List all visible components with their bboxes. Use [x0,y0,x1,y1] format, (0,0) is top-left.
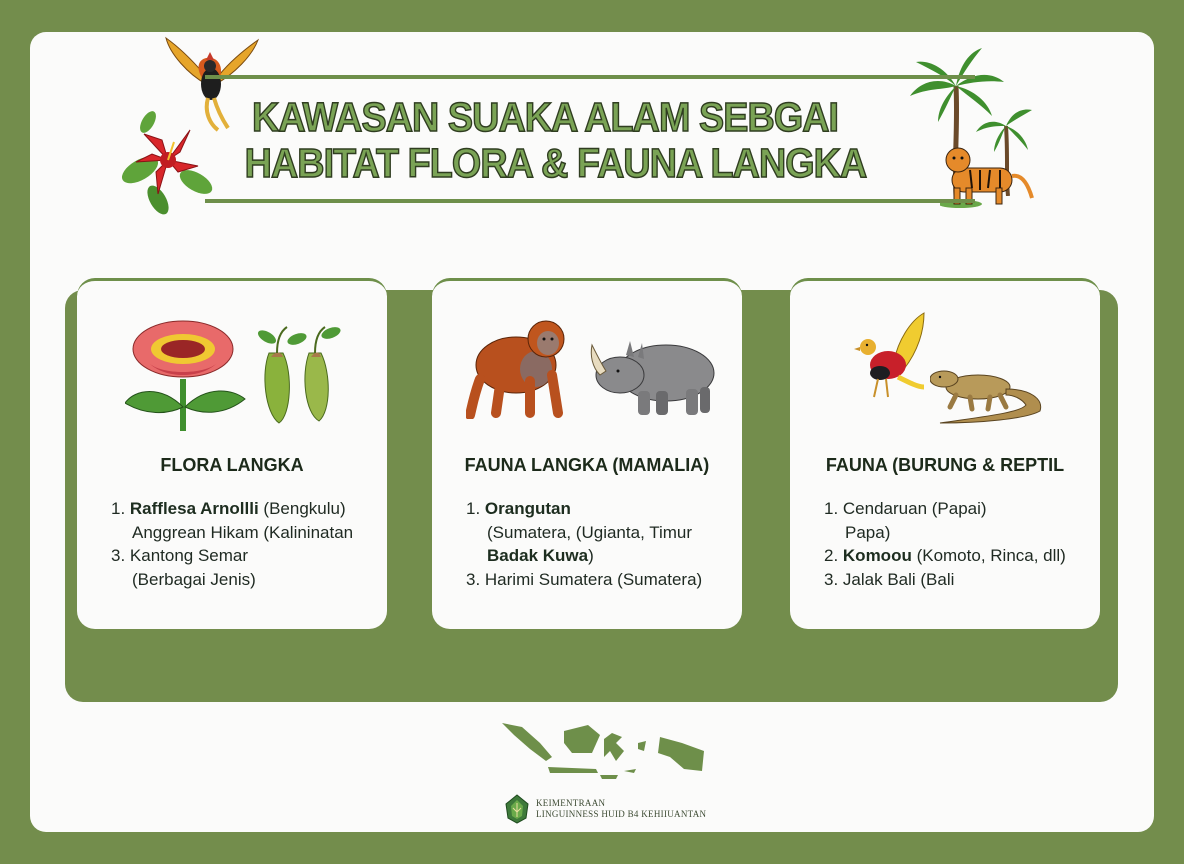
indonesia-map-icon [500,717,704,787]
list-item: Anggrean Hikam (Kalininatan [132,522,354,542]
card-flora-langka [77,278,387,629]
title-line-2: HABITAT FLORA & FAUNA LANGKA [244,140,867,186]
list-item: (Sumatera, (Ugianta, Timur [487,522,693,542]
komodo-dragon-icon [930,359,1050,427]
red-hibiscus-icon [118,110,218,215]
page-title [244,94,896,186]
poster-sheet [30,32,1154,832]
list-item: (Berbagai Jenis) [132,569,256,589]
species-list [111,497,353,591]
list-item: 2. Komoou (Komoto, Rinca, dll) [824,546,1066,565]
card-title: FAUNA (BURUNG & REPTIL [825,455,1065,475]
list-item: 1. Rafflesa Arnollli (Bengkulu) [111,499,346,518]
list-item: 3. Kantong Semar [111,546,249,565]
pitcher-plant-icon [257,323,341,427]
list-item: 3. Harimi Sumatera (Sumatera) [466,569,703,589]
rhinoceros-icon [586,331,720,419]
list-item: Papa) [845,522,891,542]
ministry-branding [504,794,706,824]
card-title: FAUNA LANGKA (MAMALIA) [464,455,710,475]
card-fauna-mamalia [432,278,742,629]
species-list [466,497,702,591]
list-item: 1. Orangutan [466,499,571,518]
cendrawasih-bird-icon [854,311,932,407]
list-item: 3. Jalak Bali (Bali [824,569,955,589]
rafflesia-icon [125,319,247,431]
ministry-name-line-1: KEIMENTRAAN [536,798,606,808]
orangutan-icon [466,319,574,419]
list-item: 1. Cendaruan (Papai) [824,499,987,518]
list-item: Badak Kuwa) [487,546,594,565]
ministry-emblem-icon [504,794,530,824]
card-title: FLORA LANGKA [160,455,304,475]
title-line-1: KAWASAN SUAKA ALAM SEBGAI [252,94,839,140]
species-list [824,497,1066,591]
card-fauna-burung-reptil [790,278,1100,629]
ministry-name-line-2: LINGUINNESS HUID B4 KEHIIUANTAN [536,809,707,819]
